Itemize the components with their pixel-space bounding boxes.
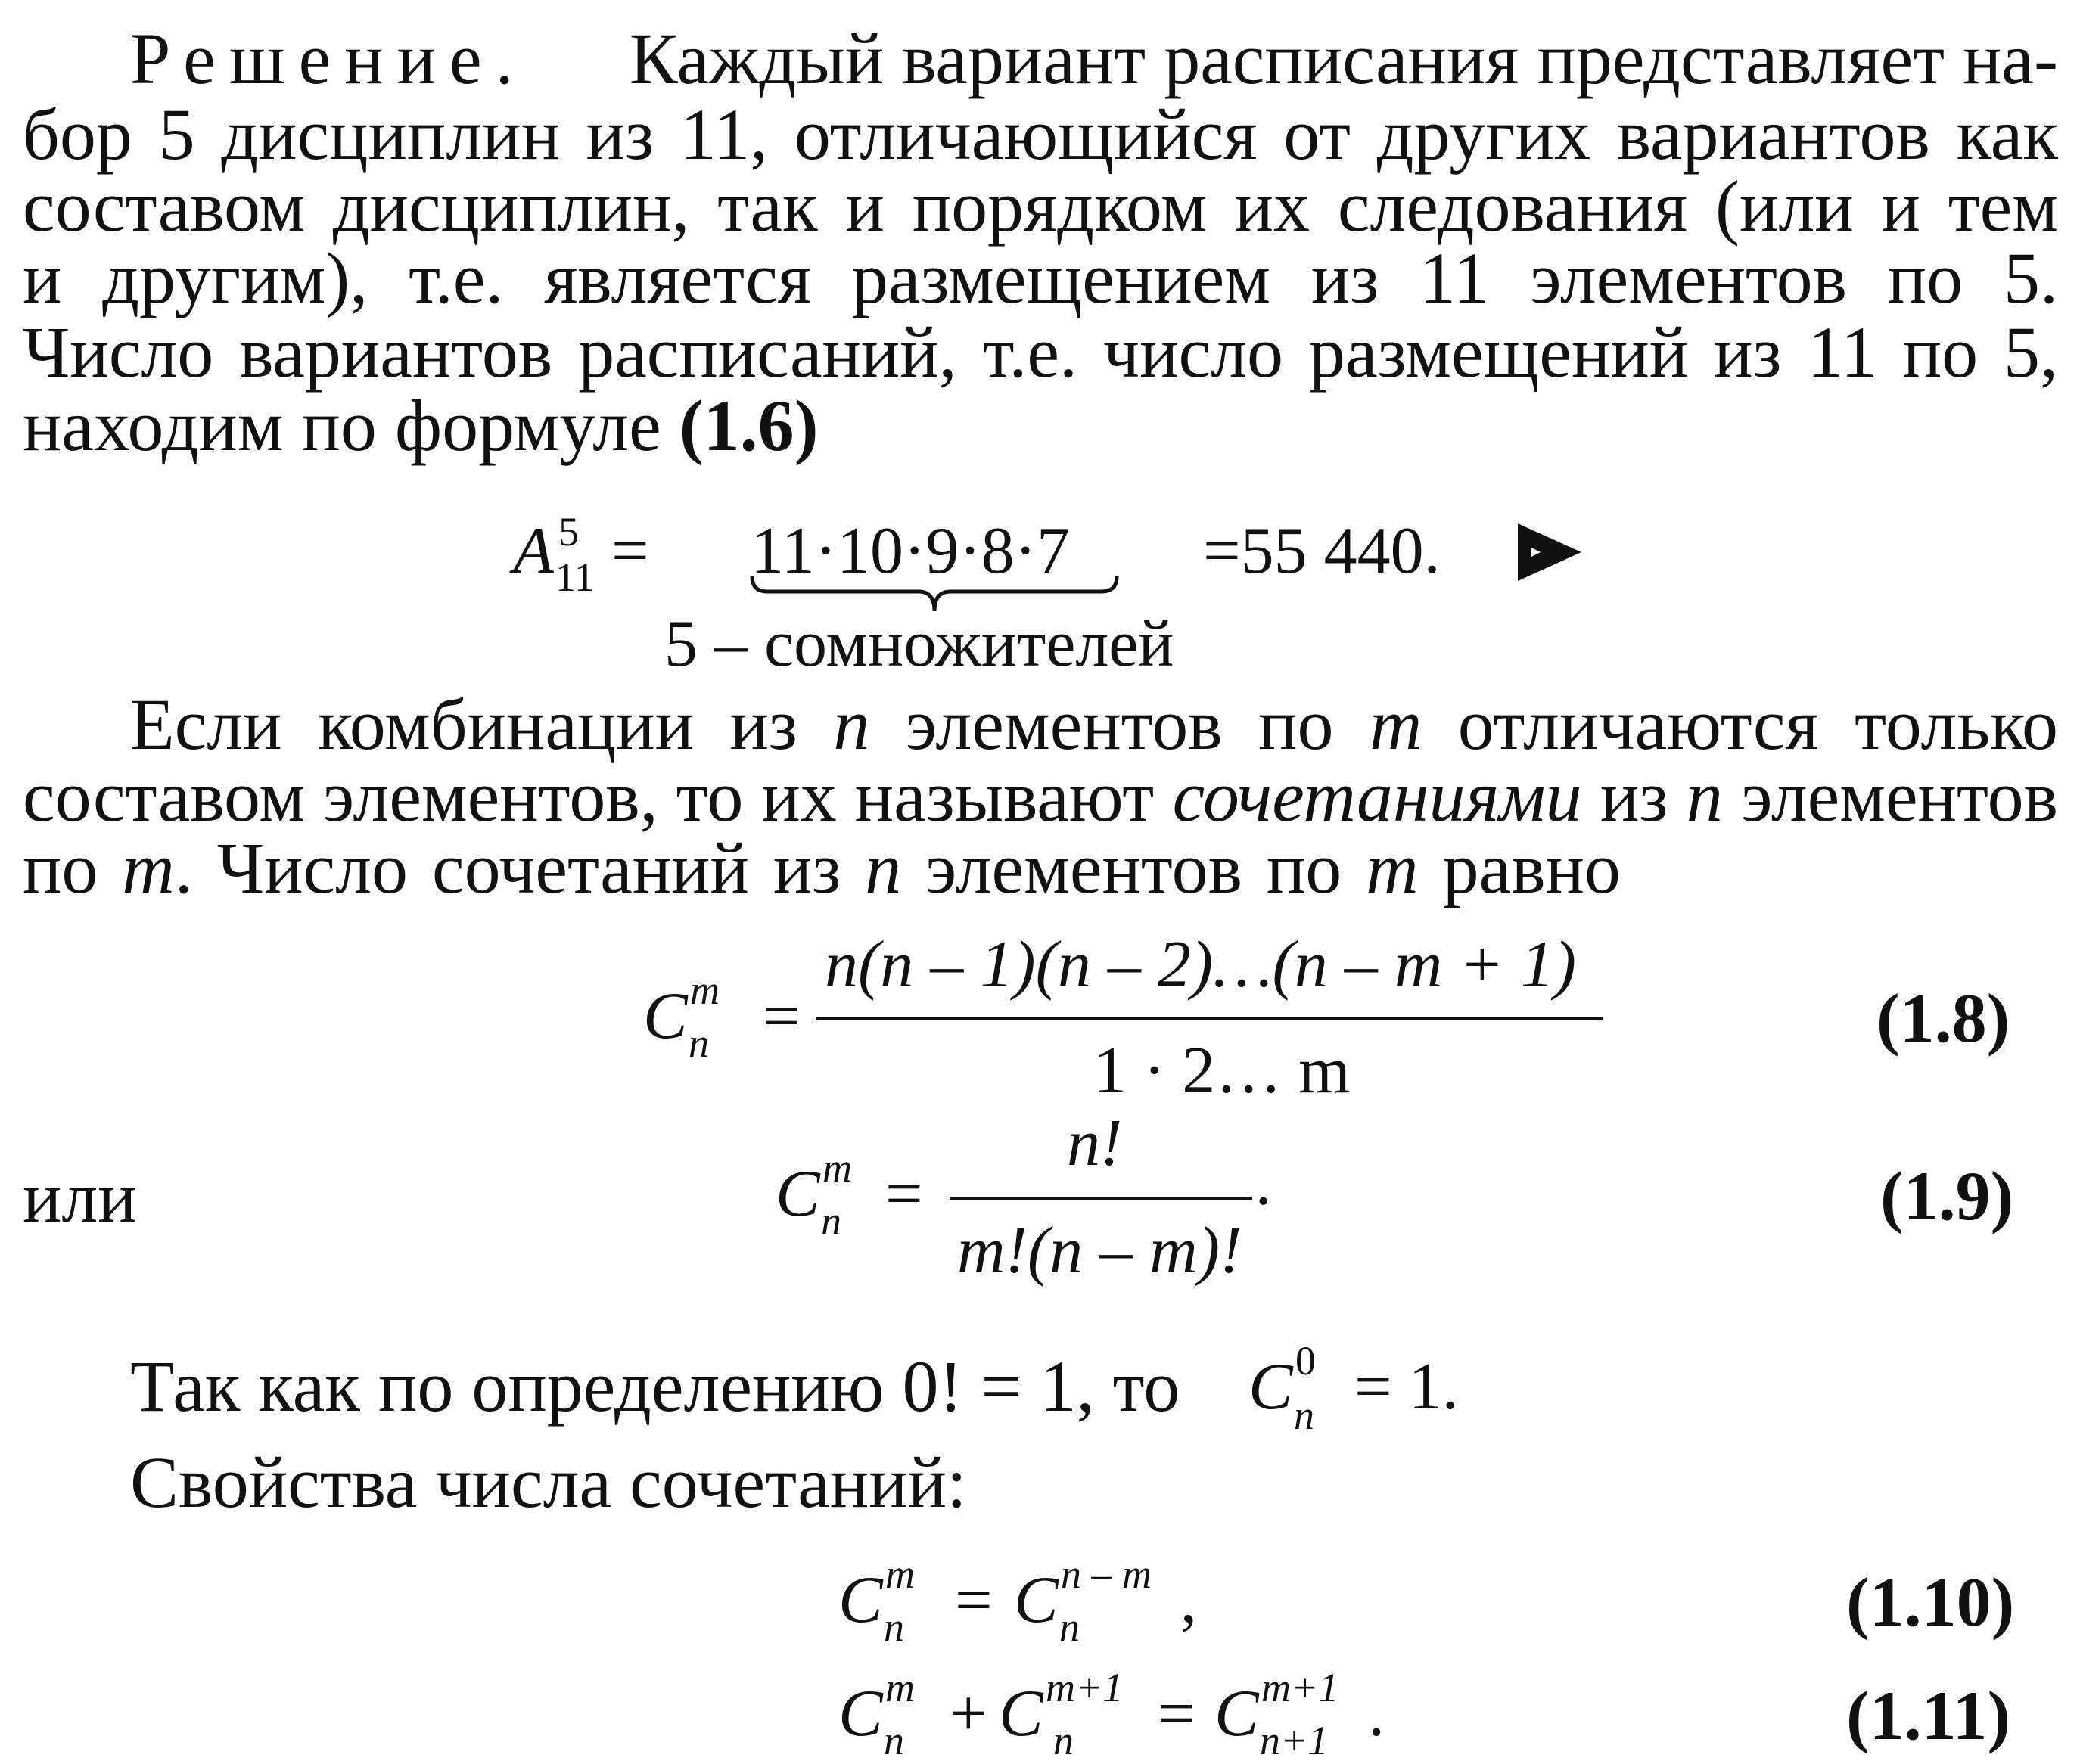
para1-line6 — [23, 385, 819, 466]
text: по — [23, 828, 98, 908]
c-letter: C — [776, 1157, 820, 1231]
c-sub: n — [1059, 1604, 1080, 1650]
var-m: m — [1366, 828, 1419, 908]
c-sub: n — [1053, 1718, 1074, 1763]
equation-number: (1.8) — [1876, 980, 2010, 1057]
para1-line4: и другим), т.е. является размещением из 11 элементов по 5. — [23, 238, 2058, 318]
equation-number: (1.11) — [1846, 1677, 2011, 1754]
eq-sign: = — [763, 980, 801, 1053]
eq-sign: = — [885, 1157, 923, 1231]
para2-line2 — [23, 756, 2058, 837]
denominator: m!(n – m)! — [957, 1214, 1242, 1287]
or-word: или — [23, 1157, 137, 1238]
text: . Число сочетаний из — [174, 828, 841, 908]
trailing-dot: . — [1368, 1677, 1385, 1750]
c-letter: C — [1248, 1350, 1293, 1424]
definition-tail: = 1. — [1354, 1350, 1459, 1424]
c-sup: 0 — [1295, 1338, 1316, 1384]
plus-sign: + — [950, 1677, 987, 1750]
a-sup: 5 — [558, 509, 579, 554]
numerator: n! — [1067, 1107, 1123, 1180]
a-product: 11·10·9·8·7 — [751, 514, 1070, 588]
para1-line5: Число вариантов расписаний, т.е. число размещений из 11 по 5, — [23, 312, 2058, 393]
trailing-dot: · — [1252, 1165, 1275, 1238]
a-letter: A — [513, 514, 554, 588]
c-sub: n — [689, 1020, 709, 1066]
end-proof-triangle-icon — [1515, 520, 1584, 584]
var-n: n — [833, 684, 870, 765]
trailing-comma: , — [1180, 1564, 1197, 1637]
word: комбинации — [318, 684, 695, 765]
text: из — [1600, 756, 1668, 837]
c-letter: C — [1214, 1677, 1259, 1750]
var-n: n — [865, 828, 902, 908]
para1-line1-text: Каждый вариант расписания представляет на- — [629, 18, 2058, 99]
properties-heading: Свойства числа сочетаний: — [130, 1442, 967, 1523]
para1-line6-text: находим по формуле — [23, 385, 661, 466]
para1-line3: составом дисциплин, так и порядком их следования (или и тем — [23, 166, 2058, 247]
c-sup: m — [690, 967, 720, 1013]
text: составом элементов, то их называют — [23, 756, 1155, 837]
c-sup: m — [822, 1145, 852, 1191]
a-eq: = — [611, 514, 649, 588]
eq-sign: = — [1158, 1677, 1195, 1750]
c-sup: m — [885, 1551, 915, 1597]
equation-number: (1.9) — [1880, 1157, 2014, 1234]
fraction-bar — [816, 1017, 1603, 1020]
var-n: n — [1686, 756, 1723, 837]
c-letter: C — [1014, 1564, 1059, 1637]
c-sub: n — [1294, 1393, 1314, 1438]
c-sup: m+1 — [1261, 1665, 1339, 1710]
var-m: m — [122, 828, 175, 908]
word: только — [1855, 684, 2058, 765]
numerator: n(n – 1)(n – 2)…(n – m + 1) — [825, 928, 1577, 1002]
c-letter: C — [999, 1677, 1043, 1750]
denominator: 1 · 2… m — [1093, 1034, 1351, 1107]
a-result: =55 440. — [1203, 514, 1441, 588]
c-sup: m+1 — [1046, 1665, 1124, 1710]
para1-line2: бор 5 дисциплин из 11, отличающийся от других вариантов как — [23, 94, 2058, 175]
c-sub: n — [884, 1718, 904, 1763]
c-letter: C — [643, 980, 688, 1053]
para2-line1 — [23, 684, 2058, 765]
word: элементов — [905, 684, 1223, 765]
word: Если — [130, 684, 282, 765]
c-sub: n — [821, 1198, 841, 1244]
c-sup: n – m — [1061, 1551, 1152, 1597]
word: отличаются — [1457, 684, 1819, 765]
c-sub: n — [884, 1604, 904, 1650]
c-sub: n+1 — [1260, 1718, 1329, 1763]
solution-label: Решение. — [130, 18, 527, 99]
var-m: m — [1369, 684, 1422, 765]
equation-number: (1.10) — [1846, 1564, 2015, 1641]
word: по — [1258, 684, 1334, 765]
eq-sign: = — [955, 1564, 993, 1637]
term-combinations: сочетаниями — [1172, 756, 1582, 837]
fraction-bar — [950, 1197, 1252, 1200]
word: из — [729, 684, 797, 765]
text: равно — [1442, 828, 1621, 908]
brace-label: 5 – сомножителей — [664, 607, 1174, 681]
c-letter: C — [838, 1564, 883, 1637]
a-sub: 11 — [555, 554, 595, 600]
text: элементов — [1741, 756, 2058, 837]
para2-line3 — [23, 828, 1621, 908]
c-sup: m — [885, 1665, 915, 1710]
formula-ref: (1.6) — [679, 385, 819, 466]
text: элементов по — [925, 828, 1342, 908]
definition-text: Так как по определению 0! = 1, то — [130, 1346, 1180, 1427]
para1-line1 — [130, 18, 2058, 99]
c-letter: C — [838, 1677, 883, 1750]
